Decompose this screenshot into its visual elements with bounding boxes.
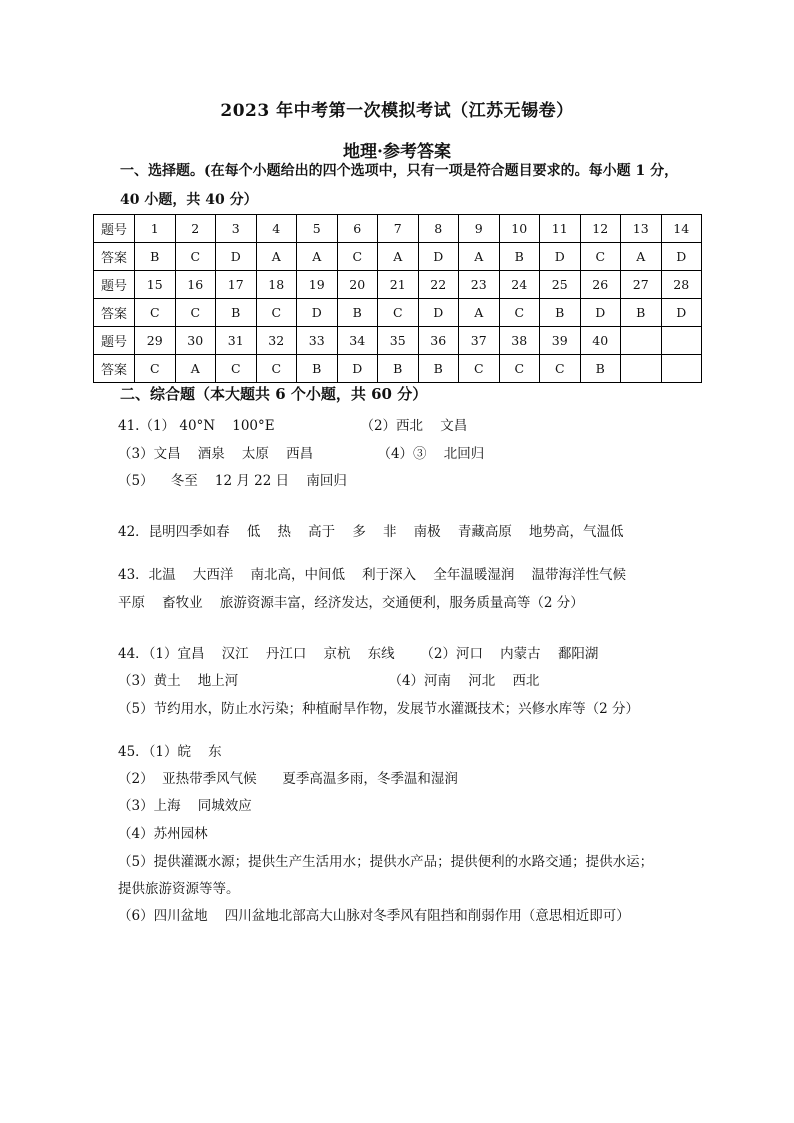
answer-table-cell: 3 bbox=[216, 215, 257, 243]
answer-table-cell: A bbox=[175, 355, 216, 383]
answer-table-cell: 32 bbox=[256, 327, 297, 355]
answer-table-cell: A bbox=[459, 299, 500, 327]
answer-table-cell: C bbox=[256, 299, 297, 327]
answer-table-cell: B bbox=[540, 299, 581, 327]
answer-table-cell: A bbox=[621, 243, 662, 271]
answer-table-cell: B bbox=[418, 355, 459, 383]
answer-table-cell bbox=[621, 355, 662, 383]
answer-table-cell: 24 bbox=[499, 271, 540, 299]
answer-line: （6）四川盆地 四川盆地北部高大山脉对冬季风有阻挡和削弱作用（意思相近即可） bbox=[118, 908, 630, 924]
answer-table-cell: 20 bbox=[337, 271, 378, 299]
answer-table-cell: 29 bbox=[135, 327, 176, 355]
answer-table-cell: C bbox=[540, 355, 581, 383]
answer-table-row-header: 答案 bbox=[94, 243, 135, 271]
answer-table-cell: 23 bbox=[459, 271, 500, 299]
answer-table-cell: 9 bbox=[459, 215, 500, 243]
answer-table-cell: 2 bbox=[175, 215, 216, 243]
answer-table-row bbox=[94, 327, 702, 355]
answer-table-cell: B bbox=[378, 355, 419, 383]
answer-table-cell bbox=[621, 327, 662, 355]
answer-line: 平原 畜牧业 旅游资源丰富，经济发达，交通便利，服务质量高等（2 分） bbox=[118, 595, 584, 611]
answer-table-cell: C bbox=[216, 355, 257, 383]
answer-table-cell: D bbox=[297, 299, 338, 327]
answer-table-cell: C bbox=[580, 243, 621, 271]
answer-table-row-header: 题号 bbox=[94, 271, 135, 299]
answer-table-cell: C bbox=[175, 243, 216, 271]
answer-table-cell: D bbox=[216, 243, 257, 271]
answer-table-cell: 16 bbox=[175, 271, 216, 299]
answer-table-cell: C bbox=[135, 299, 176, 327]
answer-table-cell: A bbox=[297, 243, 338, 271]
answer-line: 44．（1）宜昌 汉江 丹江口 京杭 东线 （2）河口 内蒙古 鄱阳湖 bbox=[118, 646, 599, 662]
section1-heading-line1: 一、选择题。(在每个小题给出的四个选项中，只有一项是符合题目要求的。每小题 1 分， bbox=[120, 163, 679, 179]
answer-table-cell: A bbox=[256, 243, 297, 271]
answer-table-cell: 19 bbox=[297, 271, 338, 299]
answer-table-row bbox=[94, 299, 702, 327]
answer-table bbox=[93, 214, 702, 383]
answer-table-cell: C bbox=[175, 299, 216, 327]
answer-line: 41.（1） 40°N 100°E （2）西北 文昌 bbox=[118, 418, 468, 434]
section1-heading bbox=[120, 157, 680, 215]
answer-table-cell: D bbox=[580, 299, 621, 327]
answer-table-cell bbox=[661, 327, 702, 355]
answer-table-cell: 38 bbox=[499, 327, 540, 355]
answer-table-cell: 7 bbox=[378, 215, 419, 243]
answer-table-cell: 26 bbox=[580, 271, 621, 299]
answer-table-cell: B bbox=[621, 299, 662, 327]
answer-table-cell: B bbox=[337, 299, 378, 327]
answer-line: 43．北温 大西洋 南北高，中间低 利于深入 全年温暖湿润 温带海洋性气候 bbox=[118, 567, 627, 583]
answer-table-row-header: 题号 bbox=[94, 215, 135, 243]
answer-line: （4）苏州园林 bbox=[118, 826, 208, 842]
answer-table-cell: 12 bbox=[580, 215, 621, 243]
answer-table-cell: C bbox=[459, 355, 500, 383]
page-title: 2023 年中考第一次模拟考试（江苏无锡卷） bbox=[220, 101, 574, 121]
answer-table-cell: 27 bbox=[621, 271, 662, 299]
answer-table-cell: D bbox=[661, 243, 702, 271]
answer-line: 42．昆明四季如春 低 热 高于 多 非 南极 青藏高原 地势高，气温低 bbox=[118, 524, 624, 540]
answer-table-cell: D bbox=[418, 243, 459, 271]
answer-table-cell: D bbox=[337, 355, 378, 383]
answer-table-cell: 33 bbox=[297, 327, 338, 355]
answer-table-cell: B bbox=[216, 299, 257, 327]
answer-table-cell: 39 bbox=[540, 327, 581, 355]
answer-line: 45．（1）皖 东 bbox=[118, 744, 222, 760]
answer-table-cell: 37 bbox=[459, 327, 500, 355]
answer-line: （3）文昌 酒泉 太原 西昌 （4）③ 北回归 bbox=[118, 446, 485, 462]
answer-table-cell: D bbox=[661, 299, 702, 327]
answer-table-cell bbox=[661, 355, 702, 383]
answer-table-cell: 22 bbox=[418, 271, 459, 299]
answer-table-cell: A bbox=[378, 243, 419, 271]
answer-table-cell: D bbox=[540, 243, 581, 271]
answer-table-cell: 14 bbox=[661, 215, 702, 243]
answer-table-cell: 13 bbox=[621, 215, 662, 243]
answer-table-row bbox=[94, 271, 702, 299]
answer-table-cell: C bbox=[378, 299, 419, 327]
answer-line: （5）提供灌溉水源；提供生产生活用水；提供水产品；提供便利的水路交通；提供水运； bbox=[118, 854, 654, 870]
answer-line: （3）上海 同城效应 bbox=[118, 798, 252, 814]
answer-table-row bbox=[94, 355, 702, 383]
answer-table-cell: 30 bbox=[175, 327, 216, 355]
answer-table-row bbox=[94, 243, 702, 271]
answer-table-cell: 21 bbox=[378, 271, 419, 299]
answer-table-row-header: 答案 bbox=[94, 299, 135, 327]
answer-table-cell: 28 bbox=[661, 271, 702, 299]
answer-table-cell: 6 bbox=[337, 215, 378, 243]
section2-heading: 二、综合题（本大题共 6 个小题，共 60 分） bbox=[120, 385, 428, 403]
answer-table-cell: B bbox=[580, 355, 621, 383]
answer-line: （3）黄土 地上河 （4）河南 河北 西北 bbox=[118, 673, 540, 689]
answer-line: （5）节约用水，防止水污染；种植耐旱作物，发展节水灌溉技术；兴修水库等（2 分） bbox=[118, 701, 639, 717]
answer-table-row bbox=[94, 215, 702, 243]
answer-table-cell: 1 bbox=[135, 215, 176, 243]
answer-table-cell: 40 bbox=[580, 327, 621, 355]
answer-table-cell: 8 bbox=[418, 215, 459, 243]
answer-table-cell: 15 bbox=[135, 271, 176, 299]
answer-table-cell: 5 bbox=[297, 215, 338, 243]
answer-table-cell: 10 bbox=[499, 215, 540, 243]
answer-table-cell: 18 bbox=[256, 271, 297, 299]
answer-table-cell: B bbox=[297, 355, 338, 383]
answer-table-cell: 35 bbox=[378, 327, 419, 355]
answer-table-cell: C bbox=[499, 299, 540, 327]
answer-table-cell: 11 bbox=[540, 215, 581, 243]
section1-heading-line2: 40 小题，共 40 分） bbox=[120, 192, 258, 208]
answer-table-cell: B bbox=[499, 243, 540, 271]
answer-table-cell: B bbox=[135, 243, 176, 271]
answer-table-cell: C bbox=[256, 355, 297, 383]
answer-line: （5） 冬至 12 月 22 日 南回归 bbox=[118, 473, 347, 489]
answer-table-cell: C bbox=[499, 355, 540, 383]
answer-table-cell: 34 bbox=[337, 327, 378, 355]
answer-table-cell: 36 bbox=[418, 327, 459, 355]
answer-table-cell: C bbox=[337, 243, 378, 271]
answer-line: 提供旅游资源等等。 bbox=[118, 881, 240, 897]
answer-line: （2） 亚热带季风气候 夏季高温多雨，冬季温和湿润 bbox=[118, 771, 458, 787]
answer-table-cell: 17 bbox=[216, 271, 257, 299]
answer-table-row-header: 题号 bbox=[94, 327, 135, 355]
answer-table-cell: C bbox=[135, 355, 176, 383]
page-subtitle: 地理·参考答案 bbox=[343, 142, 451, 162]
answer-table-row-header: 答案 bbox=[94, 355, 135, 383]
answer-table-cell: 25 bbox=[540, 271, 581, 299]
answer-table-cell: 31 bbox=[216, 327, 257, 355]
answer-table-cell: 4 bbox=[256, 215, 297, 243]
answer-table-cell: A bbox=[459, 243, 500, 271]
answer-table-cell: D bbox=[418, 299, 459, 327]
